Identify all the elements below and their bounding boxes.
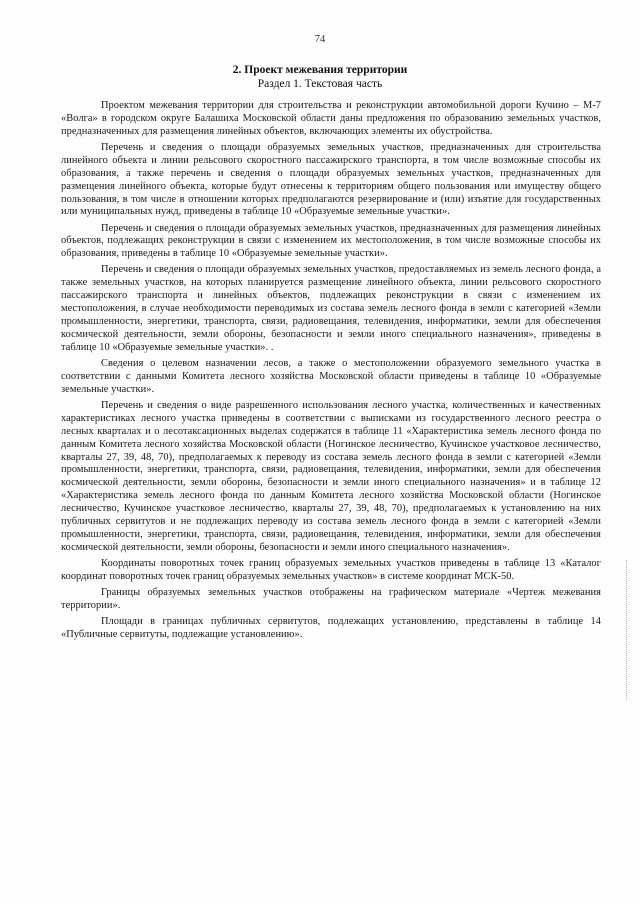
scan-margin-mark	[626, 560, 628, 700]
paragraph: Перечень и сведения о площади образуемых земельных участков, предназначенных для строительства линейного объекта и линии рельсового скоростного пассажирского транспорта, в том числе возможные способы их образования, а также перечень и сведения о площади образуемых земельных участков, предназначенных для размещения линейного объекта, которые будут отнесены к территориям общего пользования или имуществу общего пользования, в том числе в отношении которых предполагаются резервирование и (или) изъятие для государственных или муниципальных нужд, приведены в таблице 10 «Образуемые земельные участки».	[61, 141, 601, 218]
page-number: 74	[314, 34, 326, 45]
paragraph: Перечень и сведения о площади образуемых земельных участков, предназначенных для размещения линейных объектов, подлежащих реконструкции в связи с изменением их местоположения, в том числе возможные способы их образования, приведены в таблице 10 «Образуемые земельные участки».	[61, 222, 601, 260]
paragraph: Площади в границах публичных сервитутов, подлежащих установлению, представлены в таблице 14 «Публичные сервитуты, подлежащие установлению».	[61, 615, 601, 640]
section-subheading: Раздел 1. Текстовая часть	[257, 78, 383, 90]
paragraph: Границы образуемых земельных участков отображены на графическом материале «Чертеж межевания территории».	[61, 586, 601, 611]
paragraph: Перечень и сведения о площади образуемых земельных участков, предоставляемых из земель лесного фонда, а также земельных участков, на которых планируется размещение линейного объекта, линии рельсового скоростного пассажирского транспорта и линейных объектов, подлежащих реконструкции в связи с изменением их местоположения, в случае необходимости переводимых из состава земель лесного фонда в земли с категорией «Земли промышленности, энергетики, транспорта, связи, радиовещания, телевидения, информатики, земли для обеспечения космической деятельности, земли обороны, безопасности и земли иного специального назначения», приведены в таблице 10 «Образуемые земельные участки». .	[61, 264, 601, 353]
section-heading: 2. Проект межевания территории	[232, 64, 408, 76]
paragraph: Координаты поворотных точек границ образуемых земельных участков приведены в таблице 13 «Каталог координат поворотных точек границ образуемых земельных участков» в системе координат МСК-50.	[61, 557, 601, 582]
paragraph: Перечень и сведения о виде разрешенного использования лесного участка, количественных и качественных характеристиках лесного участка приведены в соответствии с выписками из государственного лесного реестра о лесных кварталах и о лесотаксационных выделах содержатся в таблице 11 «Характеристика земель лесного фонда по данным Комитета лесного хозяйства Московской области (Ногинское лесничество, Кучинское участковое лесничество, кварталы 27, 39, 48, 70), предполагаемых к переводу из состава земель лесного фонда в земли с категорией «Земли промышленности, энергетики, транспорта, связи, радиовещания, телевидения, информатики, земли для обеспечения космической деятельности, земли обороны, безопасности и земли иного специального назначения» и в таблице 12 «Характеристика земель лесного фонда по данным Комитета лесного хозяйства Московской области (Ногинское лесничество, Кучинское участковое лесничество, кварталы 27, 39, 48, 70), предполагаемых к установлению на них публичных сервитутов и не подлежащих переводу из состава земель лесного фонда в земли с категорией «Земли промышленности, энергетики, транспорта, связи, радиовещания, телевидения, информатики, земли для обеспечения космической деятельности, земли обороны, безопасности и земли иного специального назначения».	[61, 399, 601, 553]
paragraph: Проектом межевания территории для строительства и реконструкции автомобильной дороги Кучино – М-7 «Волга» в городском округе Балашиха Московской области даны предложения по образованию земельных участков, предназначенных для размещения линейных объектов, включающих элементы их обустройства.	[61, 100, 601, 137]
body-text	[61, 100, 601, 645]
paragraph: Сведения о целевом назначении лесов, а также о местоположении образуемого земельного участка в соответствии с данными Комитета лесного хозяйства Московской области приведены в таблице 10 «Образуемые земельные участки».	[61, 357, 601, 395]
